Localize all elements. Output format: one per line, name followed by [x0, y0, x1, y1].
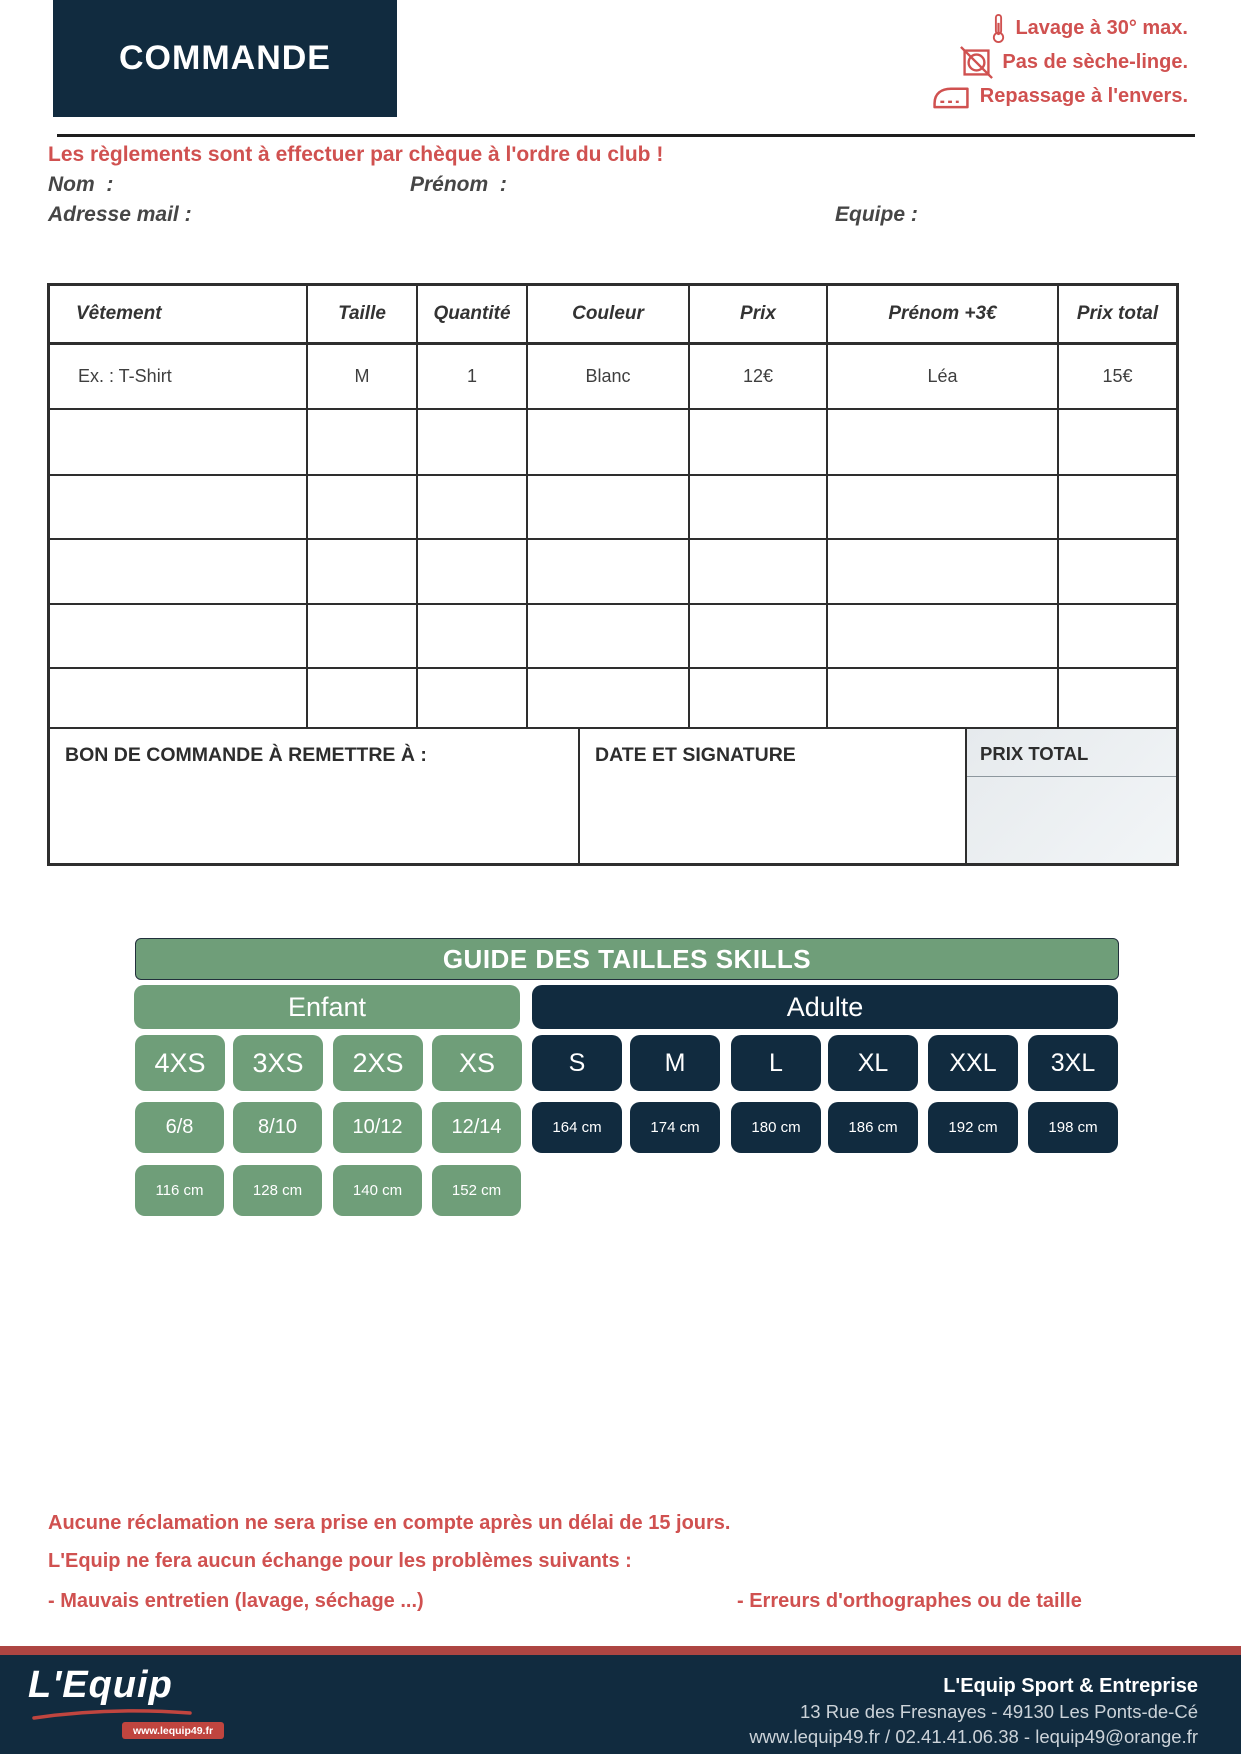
order-table-empty-cell[interactable] [308, 410, 418, 476]
order-table-empty-cell[interactable] [828, 605, 1059, 669]
adult-size-3xl: 3XL [1028, 1035, 1118, 1091]
order-table-empty-cell[interactable] [50, 410, 308, 476]
order-table-empty-cell[interactable] [418, 605, 528, 669]
order-table-empty-cell[interactable] [50, 669, 308, 729]
firstname-field-label: Prénom : [410, 173, 507, 196]
order-table-empty-cell[interactable] [828, 669, 1059, 729]
iron-icon [931, 82, 971, 111]
logo-swoosh-icon [30, 1705, 195, 1721]
team-field-label: Equipe : [835, 203, 918, 226]
order-table-empty-cell[interactable] [50, 540, 308, 605]
order-table-empty-cell[interactable] [690, 410, 828, 476]
order-table-empty-cell[interactable] [528, 410, 690, 476]
adult-size-s: S [532, 1035, 622, 1091]
order-table-empty-cell[interactable] [308, 605, 418, 669]
page-title: COMMANDE [119, 39, 331, 77]
adult-height: 174 cm [630, 1102, 720, 1153]
no-tumble-dry-icon [960, 46, 993, 79]
page-footer [0, 1655, 1241, 1754]
order-table-empty-cell[interactable] [50, 476, 308, 540]
lequip-logo-text: L'Equip [28, 1664, 173, 1706]
order-table-empty-cell[interactable] [1059, 669, 1176, 729]
claims-line-1: Aucune réclamation ne sera prise en compte après un délai de 15 jours. [48, 1512, 731, 1534]
order-table-empty-cell[interactable] [418, 669, 528, 729]
submit-to-cell[interactable] [50, 729, 578, 863]
payment-note: Les règlements sont à effectuer par chèque à l'ordre du club ! [48, 143, 664, 166]
order-table-empty-cell[interactable] [690, 540, 828, 605]
order-table-empty-cell[interactable] [1059, 410, 1176, 476]
adult-size-xxl: XXL [928, 1035, 1018, 1091]
example-cell-size: M [308, 345, 418, 410]
order-table-empty-cell[interactable] [418, 476, 528, 540]
example-cell-quantity: 1 [418, 345, 528, 410]
care-row-washing [931, 13, 1188, 44]
email-field-label: Adresse mail : [48, 203, 192, 226]
order-table-empty-cell[interactable] [528, 476, 690, 540]
order-table-empty-cell[interactable] [690, 669, 828, 729]
size-guide [135, 938, 1119, 1218]
submit-to-label: BON DE COMMANDE À REMETTRE À : [65, 744, 427, 766]
order-table-empty-cell[interactable] [528, 669, 690, 729]
child-age-range: 12/14 [432, 1102, 521, 1153]
footer-contact-block [749, 1673, 1198, 1749]
example-cell-total-price: 15€ [1059, 345, 1176, 410]
column-header-color: Couleur [528, 286, 690, 345]
lequip-logo-url: www.lequip49.fr [122, 1722, 224, 1739]
child-size-3xs: 3XS [233, 1035, 323, 1091]
footer-contact-line: www.lequip49.fr / 02.41.41.06.38 - lequip49@orange.fr [749, 1726, 1198, 1747]
child-age-range: 8/10 [233, 1102, 322, 1153]
column-header-size: Taille [308, 286, 418, 345]
adult-height: 180 cm [731, 1102, 821, 1153]
lequip-logo [28, 1664, 214, 1737]
child-height: 140 cm [333, 1165, 422, 1216]
size-guide-title-bar [135, 938, 1119, 980]
child-height: 116 cm [135, 1165, 224, 1216]
footer-address: 13 Rue des Fresnayes - 49130 Les Ponts-de-Cé [800, 1701, 1198, 1722]
order-table-empty-cell[interactable] [690, 476, 828, 540]
child-age-range: 6/8 [135, 1102, 224, 1153]
column-header-price: Prix [690, 286, 828, 345]
claims-spelling-errors: - Erreurs d'orthographes ou de taille [737, 1590, 1082, 1612]
column-header-garment: Vêtement [50, 286, 308, 345]
example-cell-name-option: Léa [828, 345, 1059, 410]
adult-height: 164 cm [532, 1102, 622, 1153]
order-table-empty-cell[interactable] [528, 605, 690, 669]
order-table-empty-cell[interactable] [308, 476, 418, 540]
child-size-4xs: 4XS [135, 1035, 225, 1091]
adult-height: 186 cm [828, 1102, 918, 1153]
care-row-no-dryer [931, 47, 1188, 78]
claims-line-2: L'Equip ne fera aucun échange pour les problèmes suivants : [48, 1550, 632, 1572]
order-table-empty-cell[interactable] [1059, 476, 1176, 540]
child-size-2xs: 2XS [333, 1035, 423, 1091]
order-table-empty-cell[interactable] [690, 605, 828, 669]
adult-size-l: L [731, 1035, 821, 1091]
order-title-banner [53, 0, 397, 117]
child-sizes-header: Enfant [134, 985, 520, 1029]
order-table-empty-cell[interactable] [828, 410, 1059, 476]
adult-size-xl: XL [828, 1035, 918, 1091]
thermometer-icon [991, 13, 1006, 44]
footer-company-name: L'Equip Sport & Entreprise [943, 1675, 1198, 1697]
total-price-cell[interactable] [965, 729, 1176, 863]
care-row-ironing [931, 81, 1188, 112]
order-table-empty-cell[interactable] [308, 669, 418, 729]
column-header-quantity: Quantité [418, 286, 528, 345]
order-table-footer [47, 729, 1179, 866]
child-height: 128 cm [233, 1165, 322, 1216]
adult-sizes-header: Adulte [532, 985, 1118, 1029]
adult-height: 198 cm [1028, 1102, 1118, 1153]
footer-divider [0, 1646, 1241, 1655]
child-age-range: 10/12 [333, 1102, 422, 1153]
name-field-label: Nom : [48, 173, 114, 196]
order-table-empty-cell[interactable] [828, 476, 1059, 540]
example-cell-price: 12€ [690, 345, 828, 410]
example-cell-garment: Ex. : T-Shirt [50, 345, 308, 410]
order-table-empty-cell[interactable] [528, 540, 690, 605]
order-table-empty-cell[interactable] [308, 540, 418, 605]
order-table-empty-cell[interactable] [1059, 605, 1176, 669]
order-table [47, 283, 1179, 729]
date-signature-label: DATE ET SIGNATURE [595, 744, 796, 766]
care-ironing-label: Repassage à l'envers. [979, 85, 1188, 107]
order-table-empty-cell[interactable] [50, 605, 308, 669]
care-instructions [931, 13, 1188, 112]
adult-height: 192 cm [928, 1102, 1018, 1153]
total-price-label: PRIX TOTAL [980, 743, 1089, 764]
child-size-xs: XS [432, 1035, 522, 1091]
example-cell-color: Blanc [528, 345, 690, 410]
date-signature-cell[interactable] [578, 729, 965, 863]
care-no-dryer-label: Pas de sèche-linge. [1002, 51, 1188, 73]
order-table-empty-cell[interactable] [1059, 540, 1176, 605]
order-table-empty-cell[interactable] [418, 410, 528, 476]
child-height: 152 cm [432, 1165, 521, 1216]
header-divider [57, 134, 1195, 137]
size-guide-title: GUIDE DES TAILLES SKILLS [442, 943, 812, 974]
order-table-empty-cell[interactable] [418, 540, 528, 605]
adult-size-m: M [630, 1035, 720, 1091]
column-header-name-option: Prénom +3€ [828, 286, 1059, 345]
column-header-total-price: Prix total [1059, 286, 1176, 345]
order-table-empty-cell[interactable] [828, 540, 1059, 605]
care-washing-label: Lavage à 30° max. [1015, 17, 1188, 39]
claims-bad-care: - Mauvais entretien (lavage, séchage ...) [48, 1590, 424, 1612]
